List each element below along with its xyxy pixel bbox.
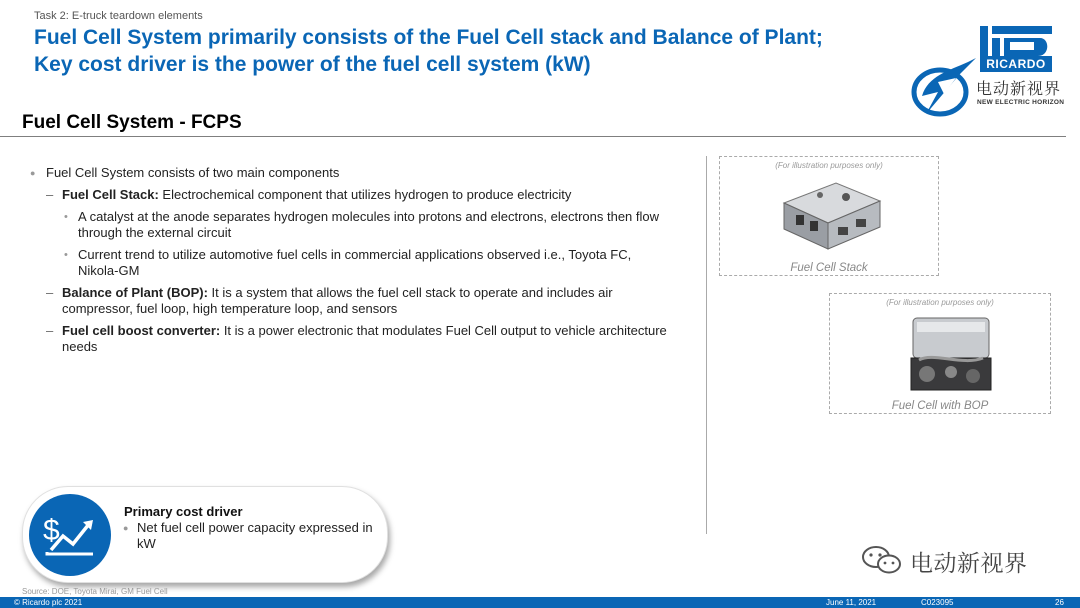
page-title: [34, 24, 914, 78]
section-title: Fuel Cell System - FCPS: [22, 112, 242, 133]
lightning-swirl-icon: [908, 26, 978, 122]
illustration-note: (For illustration purposes only): [775, 161, 883, 170]
title-line-1: Fuel Cell System primarily consists of the Fuel Cell stack and Balance of Plant;: [34, 26, 823, 49]
watermark-text: 电动新视界: [910, 551, 1028, 577]
dollar-chart-icon: [29, 494, 111, 576]
bullet-bop: [30, 285, 670, 317]
bullet-stack-trend: • Current trend to utilize automotive fuel cells in commercial applications observed i.e., Toyota FC, Nikola-GM: [30, 247, 670, 279]
cost-driver-badge: [29, 494, 111, 576]
bullet-intro: ● Fuel Cell System consists of two main components: [30, 165, 670, 181]
content-bullets: [30, 165, 670, 361]
section-divider: [0, 136, 1066, 137]
illustration-note: (For illustration purposes only): [886, 298, 994, 307]
bullet-stack: [30, 187, 670, 203]
fuel-cell-bop-caption: Fuel Cell with BOP: [891, 400, 989, 412]
bop-text: It is a system that allows the fuel cell stack to operate and includes air compressor, fuel loop, high temperature loop, and sensors: [62, 285, 613, 316]
ricardo-wordmark: RICARDO: [980, 56, 1052, 72]
task-label: Task 2: E-truck teardown elements: [34, 10, 203, 22]
wechat-icon: [860, 545, 904, 575]
stack-label: Fuel Cell Stack:: [62, 187, 159, 202]
bullet-stack-catalyst: • A catalyst at the anode separates hydrogen molecules into protons and electrons, electrons then flow through the external circuit: [30, 209, 670, 241]
footer-copyright: © Ricardo plc 2021: [14, 598, 83, 607]
cost-driver-item: ● Net fuel cell power capacity expressed in kW: [137, 520, 385, 552]
fuel-cell-bop-image-box: [829, 293, 1051, 414]
ricardo-logo: [908, 26, 1073, 122]
footer-page-number: 26: [1055, 598, 1064, 607]
source-note: Source: DOE, Toyota Mirai, GM Fuel Cell: [22, 587, 168, 596]
boost-label: Fuel cell boost converter:: [62, 323, 221, 338]
footer-code: C023095: [921, 598, 954, 607]
svg-text:$: $: [43, 514, 60, 547]
fuel-cell-bop-image: [903, 312, 999, 396]
stack-text: Electrochemical component that utilizes hydrogen to produce electricity: [158, 187, 572, 202]
bullet-boost: [30, 323, 670, 355]
boost-text: It is a power electronic that modulates Fuel Cell output to vehicle architecture needs: [62, 323, 667, 354]
bop-label: Balance of Plant (BOP):: [62, 285, 208, 300]
footer-date: June 11, 2021: [826, 598, 877, 607]
vertical-divider: [706, 156, 707, 534]
title-line-2: Key cost driver is the power of the fuel cell system (kW): [34, 53, 591, 76]
cost-driver-card: [22, 486, 388, 583]
brand-chinese-name: 电动新视界: [976, 79, 1062, 98]
fuel-cell-stack-caption: Fuel Cell Stack: [790, 262, 868, 274]
brand-tagline: NEW ELECTRIC HORIZON: [977, 99, 1065, 106]
wechat-watermark: [860, 545, 1050, 575]
fuel-cell-stack-image-box: [719, 156, 939, 276]
fuel-cell-stack-image: [776, 175, 886, 255]
cost-driver-title: Primary cost driver: [124, 504, 243, 519]
footer-bar: [0, 597, 1080, 608]
